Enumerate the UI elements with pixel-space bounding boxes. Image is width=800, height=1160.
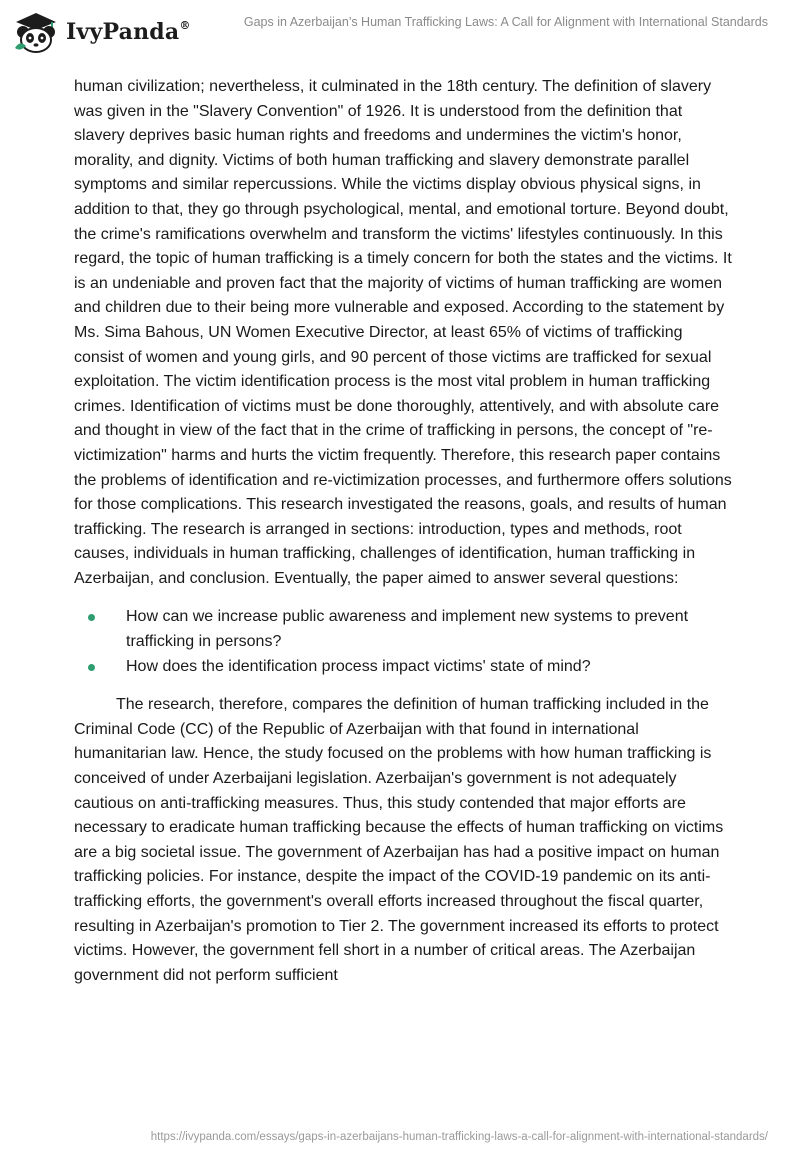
list-item [74, 605, 734, 654]
list-item [74, 655, 734, 680]
ivypanda-logo[interactable] [12, 10, 212, 54]
bullet-dot-icon [88, 614, 95, 621]
essay-body [74, 75, 734, 988]
brand-name: IvyPanda® [66, 19, 191, 45]
bullet-dot-icon [88, 664, 95, 671]
document-title: Gaps in Azerbaijan’s Human Trafficking Laws: A Call for Alignment with International Standards [243, 15, 768, 29]
list-item-text: How does the identification process impact victims' state of mind? [126, 657, 591, 675]
source-url[interactable]: https://ivypanda.com/essays/gaps-in-azerbaijans-human-trafficking-laws-a-call-for-alignment-with-international-standards/ [150, 1131, 768, 1143]
paragraph-2: The research, therefore, compares the definition of human trafficking included in the Criminal Code (CC) of the Republic of Azerbaijan with that found in international humanitarian law. Hence, the study focused on the problems with how human trafficking is conceived of under Azerbaijani legislation. Azerbaijan's government is not adequately cautious on anti-trafficking measures. Thus, this study contended that major efforts are necessary to eradicate human trafficking because the effects of human trafficking on victims are a big societal issue. The government of Azerbaijan has had a positive impact on human trafficking policies. For instance, despite the impact of the COVID-19 pandemic on its anti-trafficking efforts, the government's overall efforts increased throughout the fiscal quarter, resulting in Azerbaijan's promotion to Tier 2. The government increased its efforts to protect victims. However, the government fell short in a number of critical areas. The Azerbaijan government did not perform sufficient [74, 696, 724, 984]
panda-graduate-icon [12, 10, 60, 54]
paragraph-1: human civilization; nevertheless, it culminated in the 18th century. The definition of slavery was given in the "Slavery Convention" of 1926. It is understood from the definition that slavery deprives basic human rights and freedoms and undermines the victim's honor, morality, and dignity. Victims of both human trafficking and slavery demonstrate parallel symptoms and similar repercussions. While the victims display obvious physical signs, in addition to that, they go through psychological, mental, and emotional torture. Beyond doubt, the crime's ramifications overwhelm and transform the victims' lifestyles continuously. In this regard, the topic of human trafficking is a timely concern for both the states and the victims. It is an undeniable and proven fact that the majority of victims of human trafficking are women and children due to their being more vulnerable and exposed. According to the statement by Ms. Sima Bahous, UN Women Executive Director, at least 65% of victims of trafficking consist of women and young girls, and 90 percent of those victims are trafficked for sexual exploitation. The victim identification process is the most vital problem in human trafficking crimes. Identification of victims must be done thoroughly, attentively, and with absolute care and thought in view of the fact that in the crime of trafficking in persons, the concept of "re-victimization" harms and hurts the victim frequently. Therefore, this research paper contains the problems of identification and re-victimization processes, and furthermore offers solutions for those complications. This research investigated the reasons, goals, and results of human trafficking. The research is arranged in sections: introduction, types and methods, root causes, individuals in human trafficking, challenges of identification, human trafficking in Azerbaijan, and conclusion. Eventually, the paper aimed to answer several questions: [74, 78, 732, 587]
list-item-text: How can we increase public awareness and implement new systems to prevent trafficking in persons? [126, 608, 689, 651]
page-header [0, 0, 800, 60]
question-list [74, 605, 734, 679]
